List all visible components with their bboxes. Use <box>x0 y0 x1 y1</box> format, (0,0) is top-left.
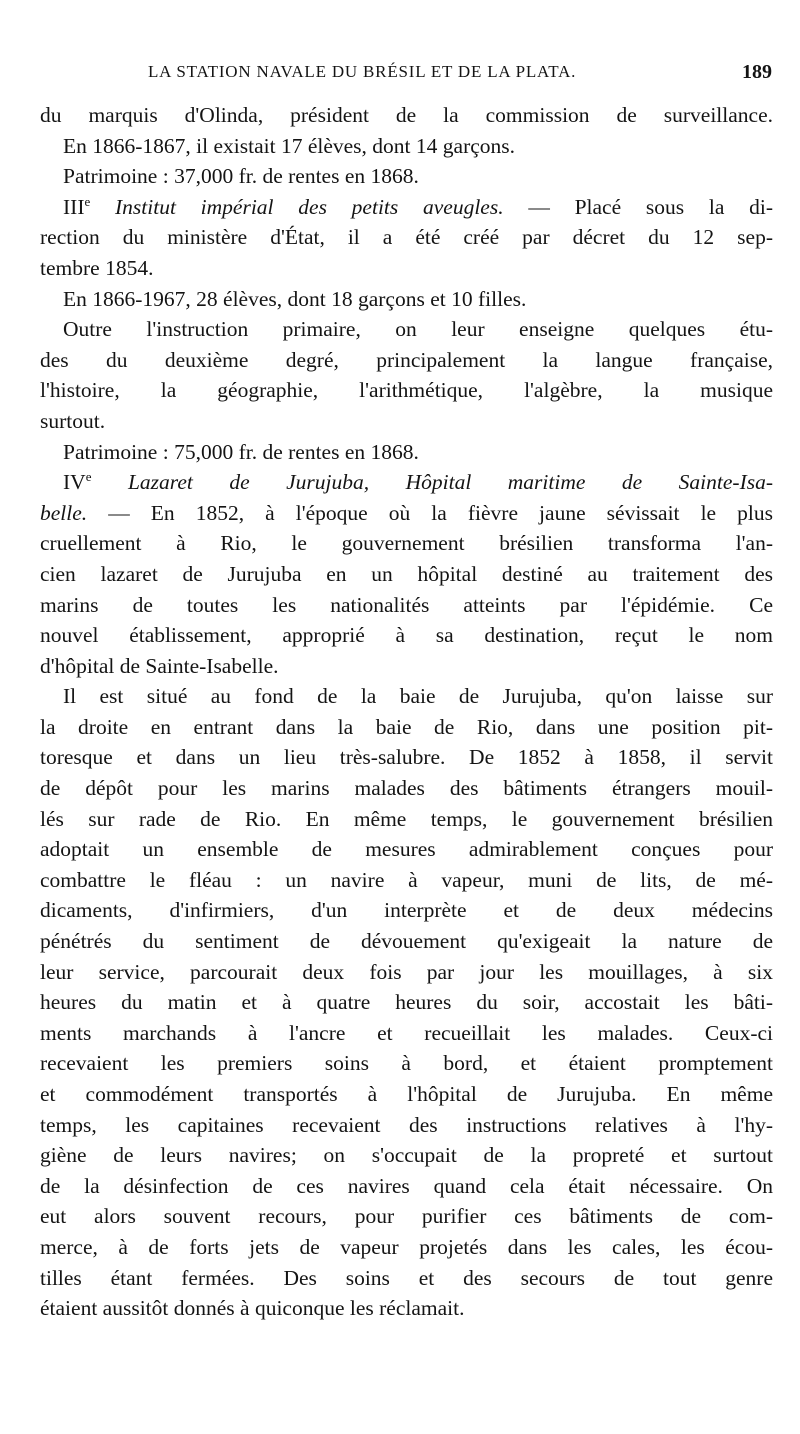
text-line <box>40 375 773 406</box>
text-line <box>40 192 773 223</box>
text-segment: combattre le fléau : un navire à vapeur, muni de lits, de mé- <box>40 867 773 892</box>
text-line <box>40 559 773 590</box>
text-line <box>40 437 773 468</box>
text-line <box>40 1140 773 1171</box>
text-segment: merce, à de forts jets de vapeur projetés dans les cales, les écou- <box>40 1234 773 1259</box>
text-segment: giène de leurs navires; on s'occupait de la propreté et surtout <box>40 1143 773 1168</box>
running-title: LA STATION NAVALE DU BRÉSIL ET DE LA PLATA. <box>148 62 577 81</box>
text-line <box>40 1201 773 1232</box>
text-segment: la droite en entrant dans la baie de Rio, dans une position pit- <box>40 714 773 739</box>
text-line <box>40 742 773 773</box>
text-segment: — En 1852, à l'époque où la fièvre jaune sévissait le plus <box>87 500 773 525</box>
text-segment: dicaments, d'infirmiers, d'un interprète et de deux médecins <box>40 898 773 923</box>
text-segment: et commodément transportés à l'hôpital de Jurujuba. En même <box>40 1082 773 1106</box>
text-segment: cruellement à Rio, le gouvernement brésilien transforma l'an- <box>40 531 773 556</box>
text-segment: ments marchands à l'ancre et recueillait les malades. Ceux-ci <box>40 1020 773 1045</box>
text-line <box>40 1048 773 1079</box>
text-line <box>40 253 773 284</box>
text-line <box>40 345 773 376</box>
text-segment: adoptait un ensemble de mesures admirablement conçues pour <box>40 837 773 862</box>
text-segment: Il est situé au fond de la baie de Jurujuba, qu'on laisse sur <box>63 684 773 709</box>
text-line <box>40 1263 773 1294</box>
text-segment: En 1866-1967, 28 élèves, dont 18 garçons et 10 filles. <box>63 286 527 311</box>
text-line <box>40 528 773 559</box>
text-line <box>40 1110 773 1141</box>
italic-title: belle. <box>40 500 88 525</box>
text-segment: Patrimoine : 37,000 fr. de rentes en 1868. <box>63 164 419 189</box>
ordinal-superscript: e <box>84 193 91 209</box>
text-segment: étaient aussitôt donnés à quiconque les réclamait. <box>40 1296 465 1321</box>
page-number: 189 <box>742 61 772 83</box>
text-segment: lés sur rade de Rio. En même temps, le gouvernement brésilien <box>40 806 773 831</box>
text-segment: recevaient les premiers soins à bord, et étaient promptement <box>40 1051 773 1076</box>
italic-title: Institut impérial des petits aveugles. <box>115 194 504 219</box>
text-line <box>40 681 773 712</box>
ordinal-superscript: e <box>85 468 92 484</box>
text-line <box>40 1171 773 1202</box>
text-segment: surtout. <box>40 408 106 433</box>
text-segment: du marquis d'Olinda, président de la commission de surveillance. <box>40 103 773 127</box>
text-line <box>40 620 773 651</box>
body-text <box>40 100 773 1324</box>
text-segment: de dépôt pour les marins malades des bâtiments étrangers mouil- <box>40 776 773 801</box>
text-segment: — Placé sous la di- <box>503 194 773 219</box>
text-line <box>40 773 773 804</box>
text-segment <box>90 195 115 219</box>
text-segment: cien lazaret de Jurujuba en un hôpital destiné au traitement des <box>40 561 773 586</box>
text-line <box>40 498 773 529</box>
italic-title: Lazaret de Jurujuba, Hôpital maritime de Sainte-Isa- <box>127 470 774 495</box>
text-segment: eut alors souvent recours, pour purifier ces bâtiments de com- <box>40 1204 773 1229</box>
text-segment <box>91 470 127 494</box>
page-header <box>40 62 770 92</box>
text-segment: marins de toutes les nationalités atteints par l'épidémie. Ce <box>40 592 773 617</box>
text-line <box>40 834 773 865</box>
text-segment: toresque et dans un lieu très-salubre. De 1852 à 1858, il servit <box>40 745 773 770</box>
text-segment: des du deuxième degré, principalement la langue française, <box>40 347 773 372</box>
text-line <box>40 1293 773 1324</box>
text-line <box>40 987 773 1018</box>
text-segment: tilles étant fermées. Des soins et des secours de tout genre <box>40 1265 773 1290</box>
text-segment: IV <box>63 470 86 495</box>
text-line <box>40 926 773 957</box>
text-line <box>40 957 773 988</box>
text-line <box>40 1232 773 1263</box>
text-line <box>40 161 773 192</box>
text-segment: pénétrés du sentiment de dévouement qu'exigeait la nature de <box>40 929 773 954</box>
text-line <box>40 100 773 131</box>
text-line <box>40 284 773 315</box>
text-segment: En 1866-1867, il existait 17 élèves, dont 14 garçons. <box>63 133 516 158</box>
text-line <box>40 895 773 926</box>
text-line <box>40 467 773 498</box>
text-line <box>40 1018 773 1049</box>
text-line <box>40 406 773 437</box>
text-segment: III <box>63 194 85 219</box>
text-line <box>40 314 773 345</box>
text-line <box>40 1079 773 1110</box>
text-segment: d'hôpital de Sainte-Isabelle. <box>40 653 279 678</box>
text-segment: Patrimoine : 75,000 fr. de rentes en 1868. <box>63 439 419 464</box>
text-line <box>40 865 773 896</box>
text-segment: tembre 1854. <box>40 255 154 280</box>
text-segment: rection du ministère d'État, il a été créé par décret du 12 sep- <box>40 225 773 250</box>
text-line <box>40 712 773 743</box>
text-segment: Outre l'instruction primaire, on leur enseigne quelques étu- <box>63 317 773 342</box>
text-segment: de la désinfection de ces navires quand cela était nécessaire. On <box>40 1173 773 1198</box>
text-line <box>40 222 773 253</box>
text-segment: temps, les capitaines recevaient des instructions relatives à l'hy- <box>40 1112 773 1137</box>
text-segment: nouvel établissement, approprié à sa destination, reçut le nom <box>40 623 773 648</box>
text-line <box>40 131 773 162</box>
text-segment: heures du matin et à quatre heures du soir, accostait les bâti- <box>40 990 773 1015</box>
text-line <box>40 651 773 682</box>
text-segment: l'histoire, la géographie, l'arithmétique, l'algèbre, la musique <box>40 378 773 403</box>
text-line <box>40 590 773 621</box>
text-line <box>40 804 773 835</box>
text-segment: leur service, parcourait deux fois par jour les mouillages, à six <box>40 959 773 984</box>
